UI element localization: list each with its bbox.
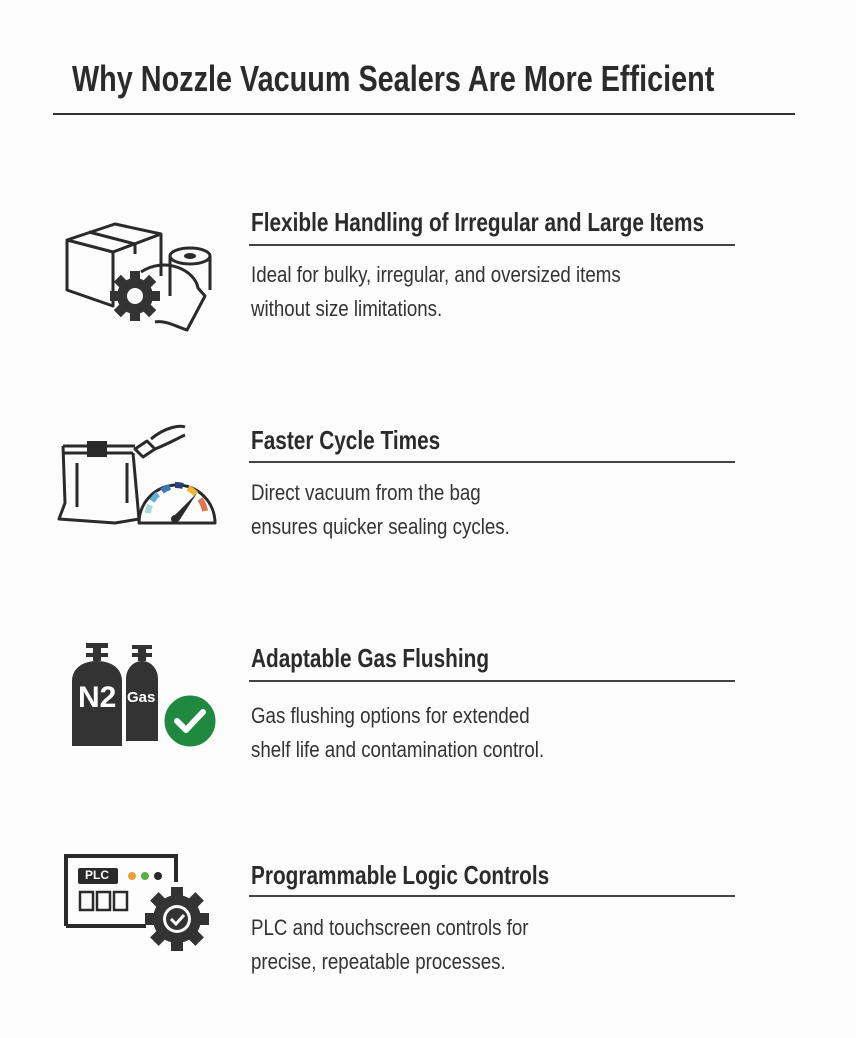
feature-description-line: without size limitations. xyxy=(251,296,443,321)
feature-flexible-handling xyxy=(0,205,856,385)
feature-description-line: Ideal for bulky, irregular, and oversized items xyxy=(251,262,621,287)
gas-cylinders-check-icon xyxy=(70,641,220,756)
heading-underline xyxy=(249,244,735,246)
heading-underline xyxy=(249,895,735,897)
plc-panel-gear-icon xyxy=(64,854,214,954)
gas-label: Gas xyxy=(127,689,156,706)
heading-underline xyxy=(249,680,735,682)
plc-label: PLC xyxy=(85,868,109,882)
feature-heading: Faster Cycle Times xyxy=(251,425,441,455)
feature-description-line: precise, repeatable processes. xyxy=(251,949,506,974)
n2-label: N2 xyxy=(78,681,117,714)
title-divider xyxy=(53,113,795,115)
feature-gas-flushing xyxy=(0,641,856,821)
feature-faster-cycle xyxy=(0,423,856,603)
feature-heading: Adaptable Gas Flushing xyxy=(251,643,490,673)
box-gear-roll-icon xyxy=(55,210,220,340)
feature-plc-controls xyxy=(0,858,856,1038)
page-title: Why Nozzle Vacuum Sealers Are More Efficient xyxy=(72,58,715,99)
heading-underline xyxy=(249,461,735,463)
feature-description-line: Direct vacuum from the bag xyxy=(251,480,481,505)
feature-heading: Programmable Logic Controls xyxy=(251,860,550,890)
feature-description-line: PLC and touchscreen controls for xyxy=(251,915,529,940)
feature-heading: Flexible Handling of Irregular and Large Items xyxy=(251,207,705,237)
feature-description-line: ensures quicker sealing cycles. xyxy=(251,514,510,539)
bag-nozzle-speedometer-icon xyxy=(55,423,220,553)
feature-description-line: shelf life and contamination control. xyxy=(251,737,545,762)
feature-description-line: Gas flushing options for extended xyxy=(251,703,530,728)
